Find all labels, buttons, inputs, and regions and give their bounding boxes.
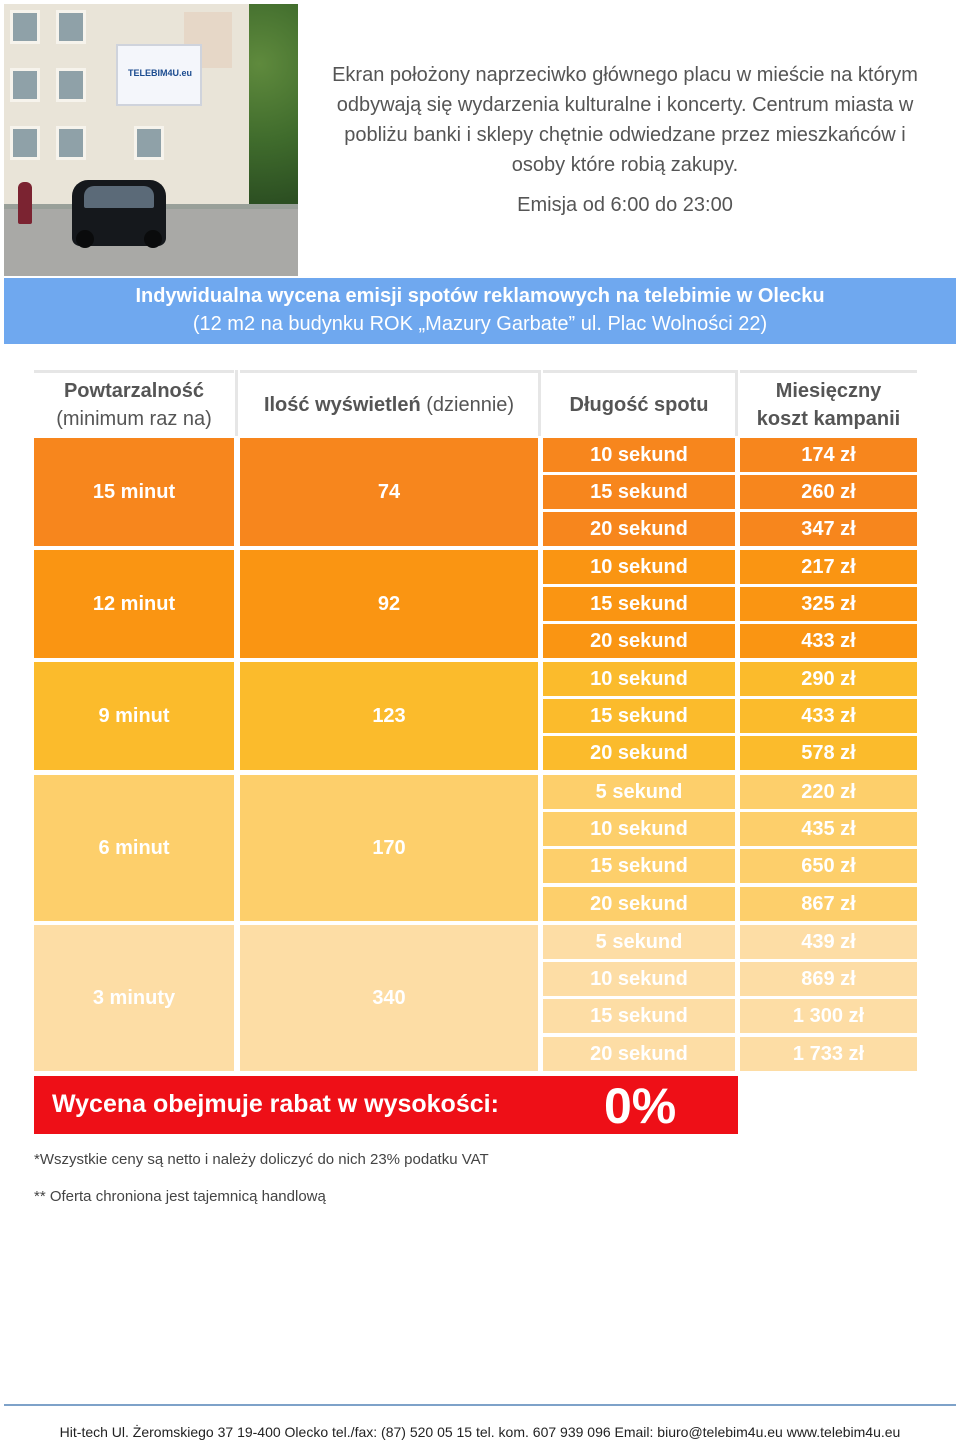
- row-cost: 869 zł: [740, 962, 917, 996]
- row-cost: 1 300 zł: [740, 999, 917, 1033]
- group-frequency: 3 minuty: [34, 925, 234, 1071]
- group-frequency: 9 minut: [34, 662, 234, 770]
- row-length: 5 sekund: [543, 925, 735, 959]
- row-length: 15 sekund: [543, 999, 735, 1033]
- row-length: 10 sekund: [543, 438, 735, 472]
- photo-window: [56, 68, 86, 102]
- row-cost: 347 zł: [740, 512, 917, 546]
- row-cost: 1 733 zł: [740, 1037, 917, 1071]
- group-displays: 123: [240, 662, 538, 770]
- row-cost: 174 zł: [740, 438, 917, 472]
- header-spot-length: [543, 370, 735, 436]
- car-wheel: [144, 230, 162, 248]
- header-monthly-cost: [740, 370, 917, 436]
- group-frequency: 6 minut: [34, 775, 234, 921]
- pricing-banner: [4, 278, 956, 344]
- group-frequency: 15 minut: [34, 438, 234, 546]
- banner-title: Indywidualna wycena emisji spotów reklamowych na telebimie w Olecku: [135, 285, 825, 307]
- row-cost: 650 zł: [740, 849, 917, 883]
- group-displays: 340: [240, 925, 538, 1071]
- discount-value: 0%: [604, 1078, 677, 1134]
- emission-hours: Emisja od 6:00 do 23:00: [517, 194, 733, 216]
- photo-window: [10, 10, 40, 44]
- discount-bar: [34, 1076, 738, 1134]
- row-cost: 435 zł: [740, 812, 917, 846]
- row-length: 10 sekund: [543, 550, 735, 584]
- row-length: 20 sekund: [543, 512, 735, 546]
- row-length: 20 sekund: [543, 1037, 735, 1071]
- row-cost: 260 zł: [740, 475, 917, 509]
- group-frequency: 12 minut: [34, 550, 234, 658]
- car-window: [84, 186, 154, 208]
- header-length-title: Długość spotu: [569, 393, 709, 416]
- row-length: 10 sekund: [543, 962, 735, 996]
- header-display-count: [240, 370, 538, 436]
- row-length: 5 sekund: [543, 775, 735, 809]
- row-length: 15 sekund: [543, 587, 735, 621]
- photo-window: [10, 126, 40, 160]
- confidential-note: ** Oferta chroniona jest tajemnicą handlową: [34, 1188, 326, 1205]
- photo-window: [10, 68, 40, 102]
- group-displays: 92: [240, 550, 538, 658]
- footer-divider: [4, 1404, 956, 1406]
- header-frequency-note: (minimum raz na): [56, 407, 212, 430]
- row-cost: 439 zł: [740, 925, 917, 959]
- row-cost: 433 zł: [740, 699, 917, 733]
- group-displays: 74: [240, 438, 538, 546]
- header-frequency-title: Powtarzalność: [63, 379, 205, 402]
- row-cost: 578 zł: [740, 736, 917, 770]
- intro-description: [300, 60, 950, 180]
- photo-car: [72, 180, 166, 246]
- header-divider: [735, 370, 738, 436]
- intro-line: pobliżu banki i sklepy chętnie odwiedzane przez mieszkańców i: [344, 124, 906, 146]
- intro-line: osoby które robią zakupy.: [511, 154, 739, 176]
- header-cost-line1: Miesięczny: [775, 379, 882, 402]
- row-cost: 867 zł: [740, 887, 917, 921]
- discount-label: Wycena obejmuje rabat w wysokości:: [52, 1090, 499, 1118]
- row-length: 20 sekund: [543, 624, 735, 658]
- car-wheel: [76, 230, 94, 248]
- billboard-logo: TELEBIM4U.eu: [128, 68, 193, 78]
- row-length: 10 sekund: [543, 662, 735, 696]
- header-frequency: [34, 370, 234, 436]
- vat-note: *Wszystkie ceny są netto i należy doliczyć do nich 23% podatku VAT: [34, 1151, 489, 1168]
- photo-billboard: [116, 44, 202, 106]
- row-cost: 220 zł: [740, 775, 917, 809]
- header-divider: [235, 370, 238, 436]
- intro-line: odbywają się wydarzenia kulturalne i koncerty. Centrum miasta w: [336, 94, 914, 116]
- row-length: 15 sekund: [543, 699, 735, 733]
- row-length: 20 sekund: [543, 736, 735, 770]
- footer-contact: Hit-tech Ul. Żeromskiego 37 19-400 Olecko tel./fax: (87) 520 05 15 tel. kom. 607 939 096 Email: biuro@telebim4u.eu www.telebim4u.eu: [59, 1424, 901, 1440]
- header-cost-line2: koszt kampanii: [756, 407, 901, 430]
- location-photo: [4, 4, 298, 276]
- photo-window: [56, 10, 86, 44]
- row-cost: 325 zł: [740, 587, 917, 621]
- row-length: 15 sekund: [543, 475, 735, 509]
- banner-subtitle: (12 m2 na budynku ROK „Mazury Garbate” ul. Plac Wolności 22): [192, 313, 768, 335]
- row-cost: 217 zł: [740, 550, 917, 584]
- header-count-title: Ilość wyświetleń: [263, 393, 421, 416]
- header-count-note: (dziennie): [426, 393, 515, 416]
- intro-line: Ekran położony naprzeciwko głównego placu w mieście na którym: [332, 64, 918, 86]
- group-displays: 170: [240, 775, 538, 921]
- row-length: 20 sekund: [543, 887, 735, 921]
- photo-window: [134, 126, 164, 160]
- photo-window: [56, 126, 86, 160]
- row-cost: 290 zł: [740, 662, 917, 696]
- photo-pedestrian: [18, 182, 32, 224]
- header-divider: [538, 370, 541, 436]
- row-cost: 433 zł: [740, 624, 917, 658]
- row-length: 15 sekund: [543, 849, 735, 883]
- row-length: 10 sekund: [543, 812, 735, 846]
